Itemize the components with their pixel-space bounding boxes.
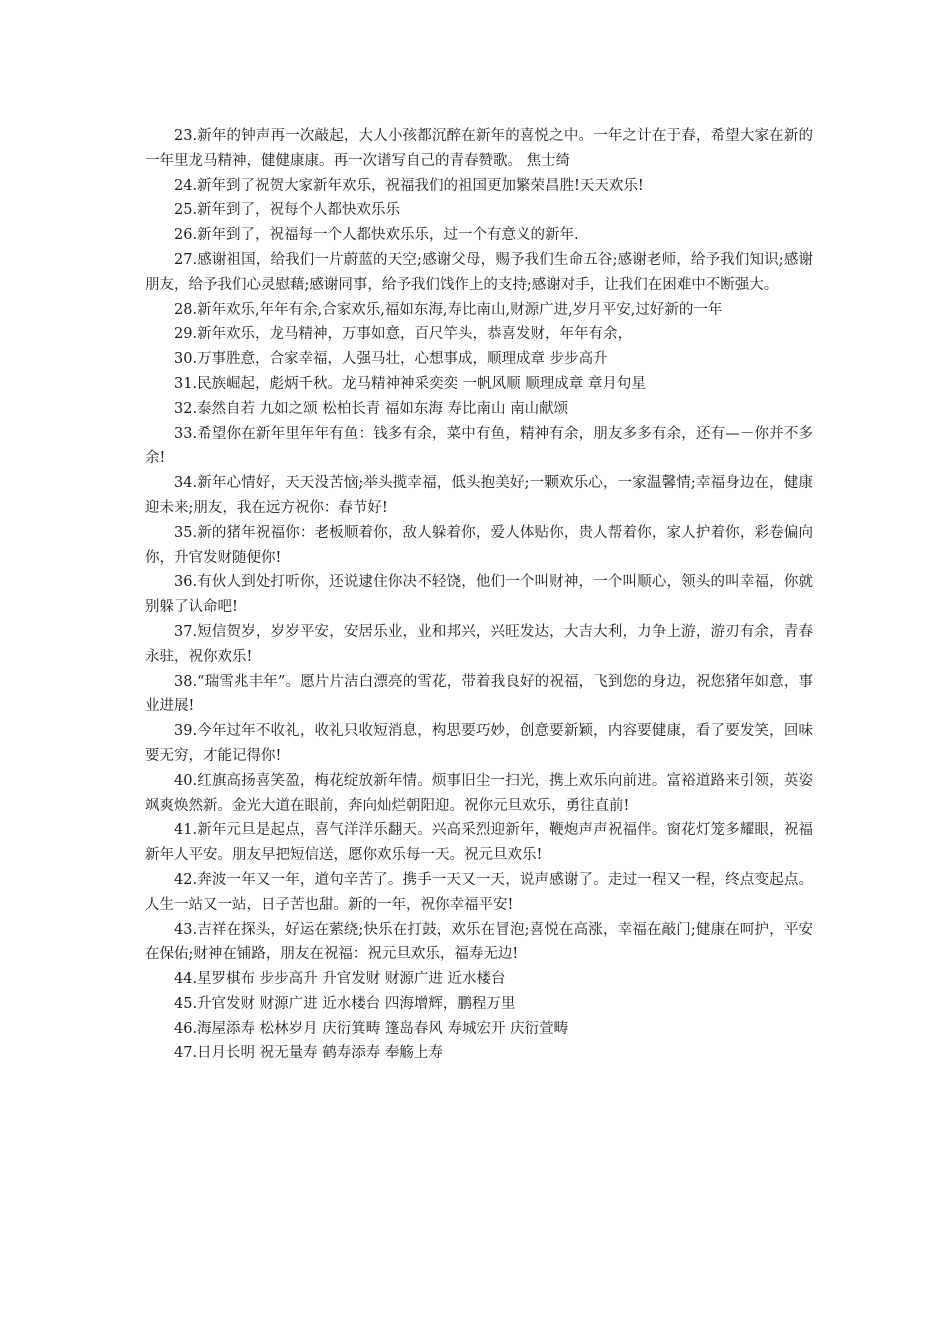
- paragraph-38: 38.“瑞雪兆丰年”。愿片片洁白漂亮的雪花，带着我良好的祝福，飞到您的身边，祝您猪年如意，事业进展!: [145, 673, 813, 715]
- paragraph-33: 33.希望你在新年里年年有鱼：钱多有余，菜中有鱼，精神有余，朋友多多有余，还有—－你并不多余!: [145, 425, 813, 467]
- document-body: [145, 124, 813, 1066]
- paragraph-37: 37.短信贺岁，岁岁平安，安居乐业，业和邦兴，兴旺发达，大吉大利，力争上游，游刃有余，青春永驻，祝你欢乐!: [145, 623, 813, 665]
- paragraph-45: 45.升官发财 财源广进 近水楼台 四海增辉，鹏程万里: [174, 995, 516, 1012]
- paragraph-42: 42.奔波一年又一年，道句辛苦了。携手一天又一天，说声感谢了。走过一程又一程，终点变起点。人生一站又一站，日子苦也甜。新的一年，祝你幸福平安!: [145, 871, 813, 913]
- paragraph-29: 29.新年欢乐，龙马精神，万事如意，百尺竿头，恭喜发财，年年有余，: [174, 326, 633, 343]
- paragraph-28: 28.新年欢乐,年年有余,合家欢乐,福如东海,寿比南山,财源广进,岁月平安,过好新的一年: [174, 301, 723, 318]
- paragraph-23: 23.新年的钟声再一次敲起，大人小孩都沉醉在新年的喜悦之中。一年之计在于春，希望大家在新的一年里龙马精神，健健康康。再一次谱写自己的青春赞歌。 焦士绮: [145, 128, 813, 169]
- paragraph-26: 26.新年到了，祝福每一个人都快欢乐乐，过一个有意义的新年.: [174, 227, 579, 244]
- paragraph-36: 36.有伙人到处打听你，还说逮住你决不轻饶，他们一个叫财神，一个叫顺心，领头的叫幸福，你就别躲了认命吧!: [145, 574, 813, 616]
- paragraph-25: 25.新年到了，祝每个人都快欢乐乐: [174, 202, 401, 219]
- paragraph-32: 32.泰然自若 九如之颂 松柏长青 福如东海 寿比南山 南山献颂: [174, 400, 569, 417]
- paragraph-30: 30.万事胜意，合家幸福，人强马壮，心想事成，顺理成章 步步高升: [174, 351, 608, 368]
- paragraph-34: 34.新年心情好，天天没苦恼;举头揽幸福，低头抱美好;一颗欢乐心，一家温馨情;幸福身边在，健康迎未来;朋友，我在远方祝你：春节好!: [145, 475, 813, 516]
- paragraph-43: 43.吉祥在探头，好运在萦绕;快乐在打鼓，欢乐在冒泡;喜悦在高涨，幸福在敲门;健康在呵护，平安在保佑;财神在铺路，朋友在祝福：祝元旦欢乐，福寿无边!: [145, 921, 813, 963]
- paragraph-31: 31.民族崛起，彪炳千秋。龙马精神神采奕奕 一帆风顺 顺理成章 章月句星: [174, 375, 646, 392]
- paragraph-47: 47.日月长明 祝无量寿 鹤寿添寿 奉觞上寿: [174, 1045, 443, 1062]
- paragraph-46: 46.海屋添寿 松林岁月 庆衍箕畴 篷岛春风 寿城宏开 庆衍萱畴: [174, 1020, 569, 1037]
- paragraph-40: 40.红旗高扬喜笑盈，梅花绽放新年情。烦事旧尘一扫光，携上欢乐向前进。富裕道路来引领，英姿飒爽焕然新。金光大道在眼前，奔向灿烂朝阳迎。祝你元旦欢乐，勇往直前!: [145, 772, 813, 814]
- paragraph-39: 39.今年过年不收礼，收礼只收短消息，构思要巧妙，创意要新颖，内容要健康，看了要发笑，回味要无穷，才能记得你!: [145, 723, 813, 764]
- paragraph-44: 44.星罗棋布 步步高升 升官发财 财源广进 近水楼台: [174, 971, 506, 988]
- paragraph-41: 41.新年元旦是起点，喜气洋洋乐翻天。兴高采烈迎新年，鞭炮声声祝福伴。窗花灯笼多耀眼，祝福新年人平安。朋友早把短信送，愿你欢乐每一天。祝元旦欢乐!: [145, 822, 813, 864]
- paragraph-24: 24.新年到了祝贺大家新年欢乐，祝福我们的祖国更加繁荣昌胜!天天欢乐!: [174, 177, 644, 194]
- paragraph-27: 27.感谢祖国，给我们一片蔚蓝的天空;感谢父母，赐予我们生命五谷;感谢老师，给予我们知识;感谢朋友，给予我们心灵慰藉;感谢同事，给予我们饯作上的支持;感谢对手，让我们在困难中不断强大。: [145, 251, 813, 293]
- paragraph-35: 35.新的猪年祝福你：老板顺着你，敌人躲着你，爱人体贴你，贵人帮着你，家人护着你，彩卷偏向你，升官发财随便你!: [145, 524, 813, 566]
